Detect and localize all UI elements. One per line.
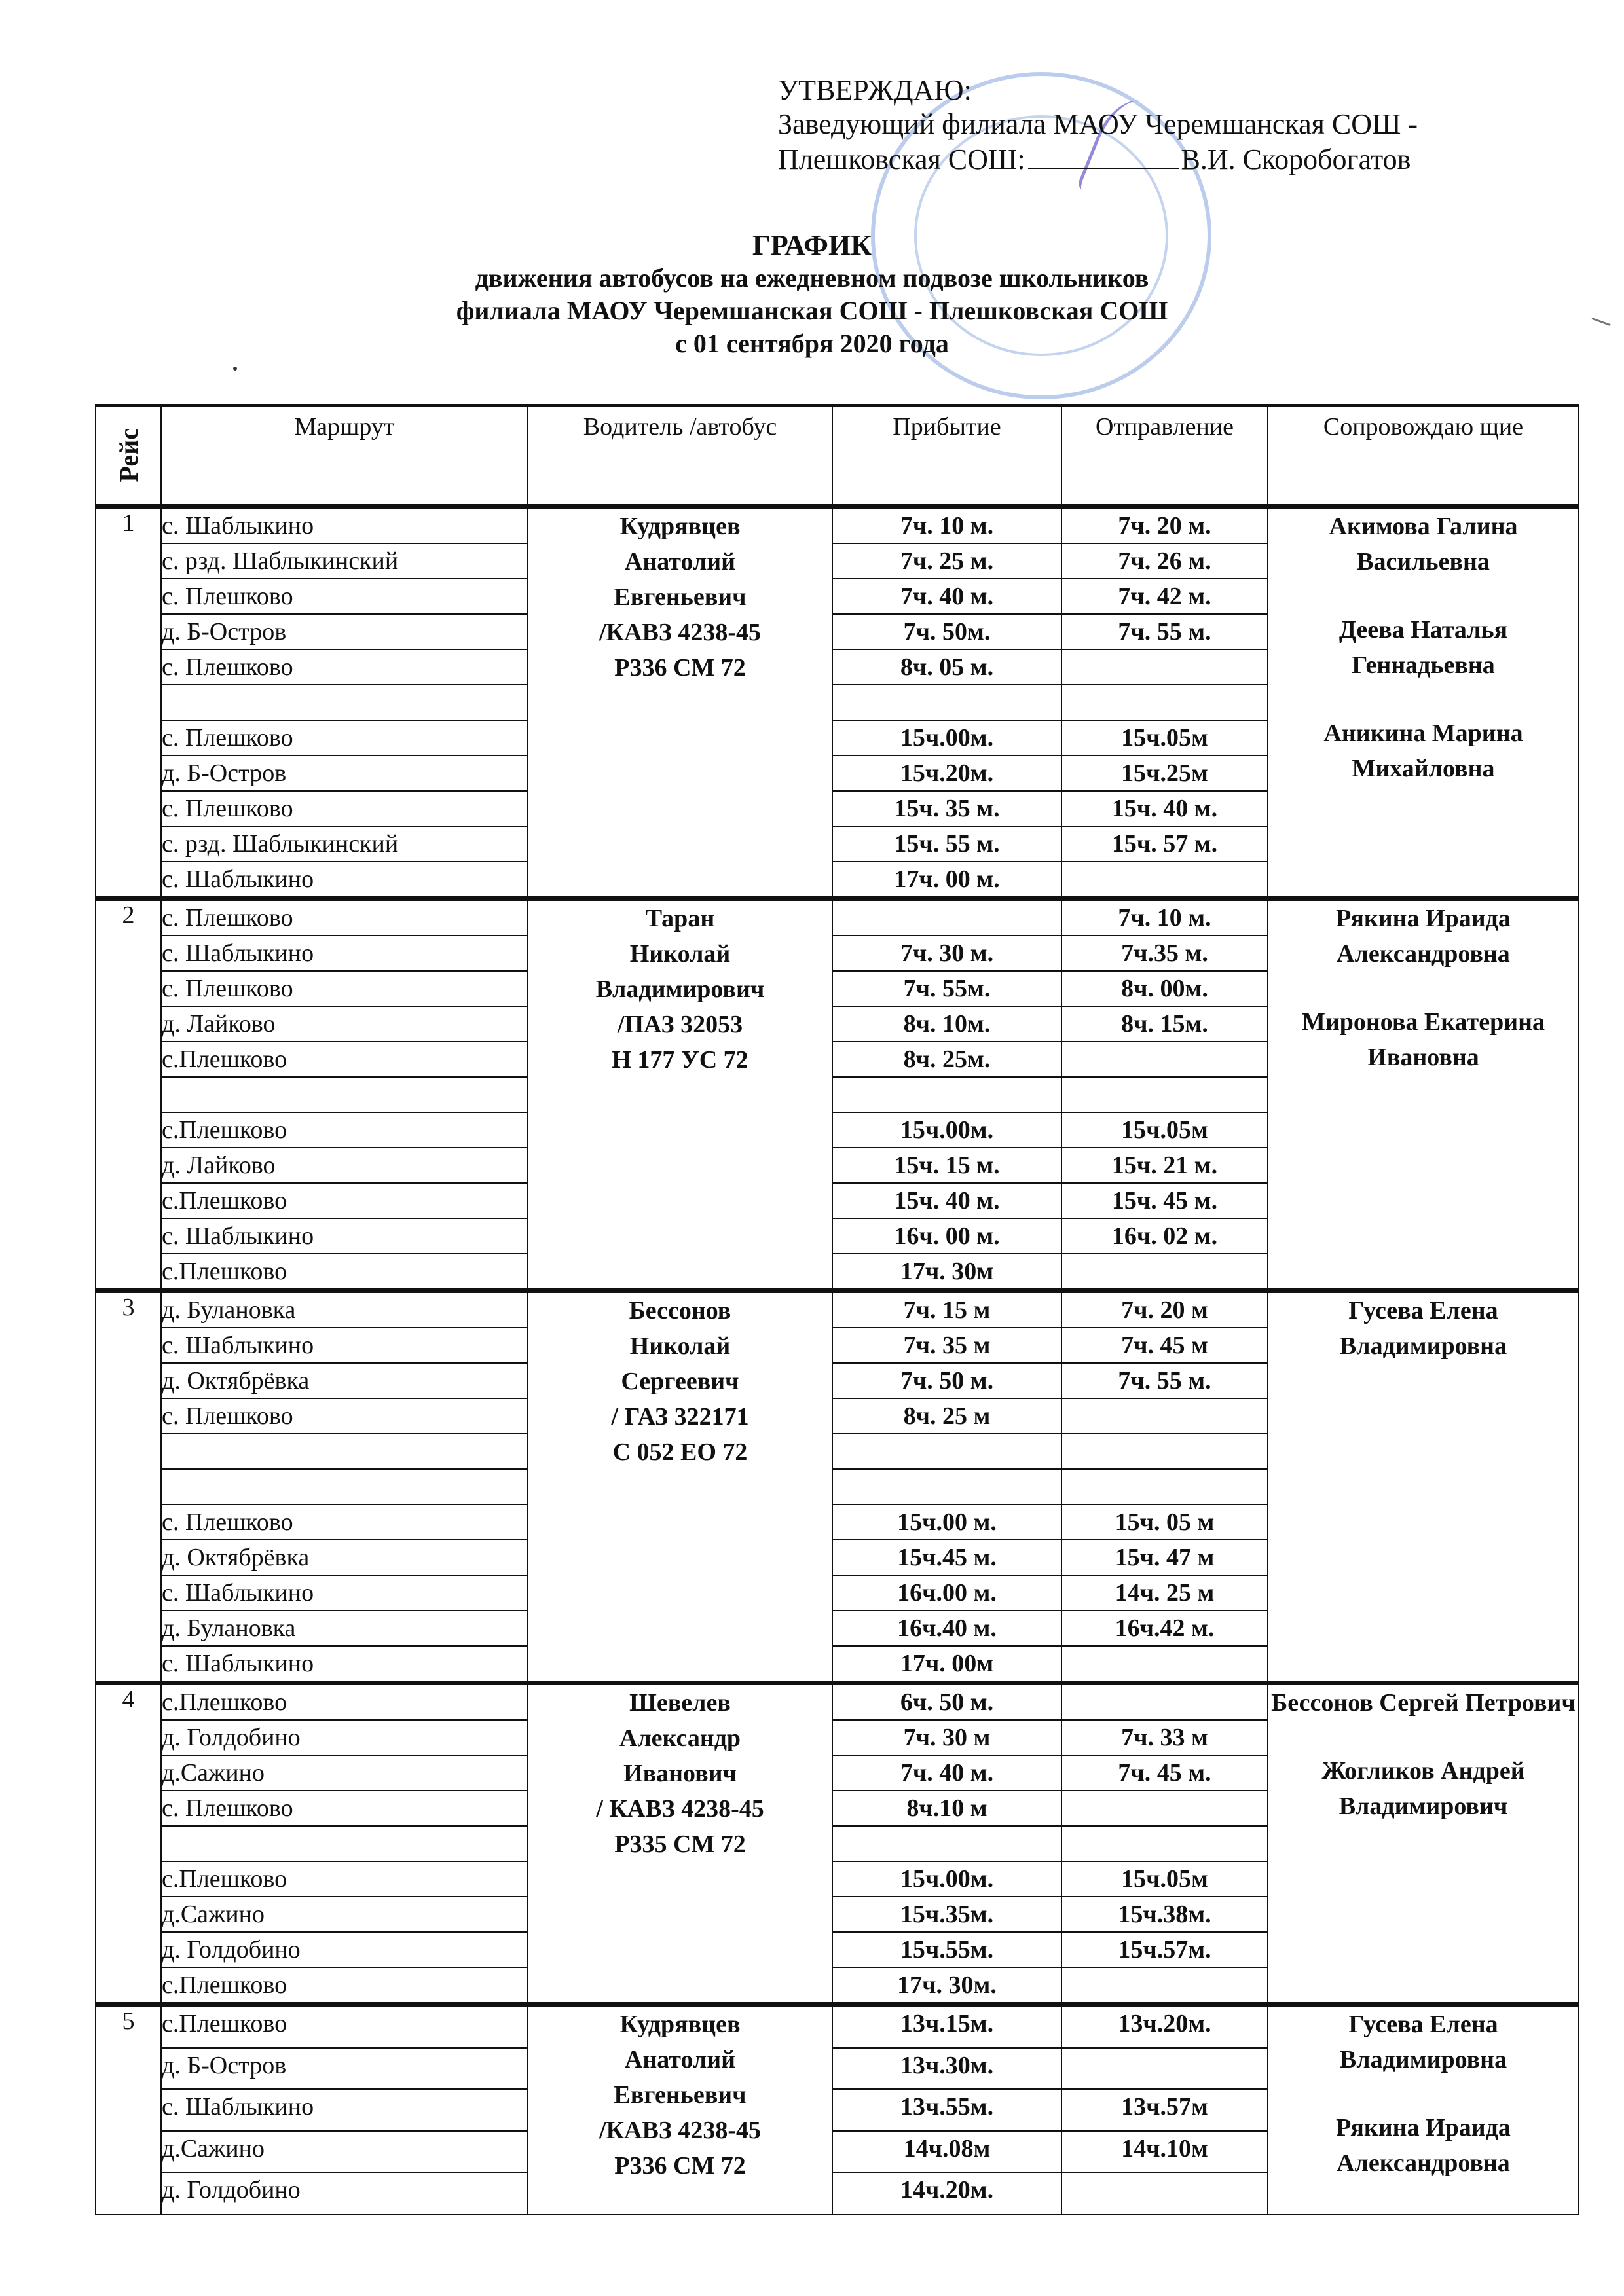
arrival-time: 13ч.30м. [832,2048,1061,2090]
departure-time: 15ч.05м [1061,1861,1268,1897]
route-stop: д.Сажино [161,1897,528,1932]
table-row [96,2005,1579,2048]
arrival-time: 6ч. 50 м. [832,1683,1061,1721]
table-row [96,899,1579,936]
arrival-time: 7ч. 50 м. [832,1363,1061,1398]
arrival-time: 7ч. 25 м. [832,543,1061,579]
route-stop: с. Плешково [161,791,528,826]
route-stop: д. Б-Остров [161,614,528,649]
route-stop: с. Шаблыкино [161,936,528,971]
title-subtitle-1: движения автобусов на ежедневном подвозе школьников [475,263,1149,293]
route-stop: с. рзд. Шаблыкинский [161,543,528,579]
departure-time [1061,2172,1268,2214]
departure-time: 7ч. 55 м. [1061,614,1268,649]
arrival-time: 15ч. 35 м. [832,791,1061,826]
driver-bus-cell [528,507,832,899]
title-subtitle-2: филиала МАОУ Черемшанская СОШ - Плешковская СОШ [456,296,1168,325]
arrival-time: 17ч. 00 м. [832,862,1061,899]
table-row [96,1683,1579,1721]
driver-bus-cell [528,1291,832,1683]
departure-time: 7ч. 10 м. [1061,899,1268,936]
arrival-time: 15ч.55м. [832,1932,1061,1967]
signature-blank [1028,141,1179,169]
escorts-cell [1268,1291,1579,1683]
approval-block [778,73,1418,177]
departure-time [1061,1967,1268,2005]
driver-line: Анатолий [624,2046,736,2073]
departure-time: 15ч.38м. [1061,1897,1268,1932]
driver-bus-cell [528,2005,832,2215]
driver-line: Р335 СМ 72 [614,1831,746,1858]
driver-line: Александр [619,1724,741,1752]
driver-line: Шевелев [629,1689,731,1717]
arrival-time: 15ч.35м. [832,1897,1061,1932]
route-stop: с. Шаблыкино [161,1218,528,1254]
departure-time: 8ч. 15м. [1061,1006,1268,1042]
arrival-time: 15ч.45 м. [832,1540,1061,1575]
route-stop: с. Шаблыкино [161,1646,528,1683]
route-stop: с. Плешково [161,899,528,936]
driver-line: /КАВЗ 4238-45 [599,619,762,646]
departure-time [1061,685,1268,720]
escorts-cell [1268,2005,1579,2215]
escort-name: Бессонов Сергей Петрович [1271,1689,1576,1717]
route-stop: с.Плешково [161,1254,528,1291]
departure-time: 13ч.20м. [1061,2005,1268,2048]
arrival-time [832,685,1061,720]
departure-time: 15ч.25м [1061,756,1268,791]
driver-line: Николай [629,1332,731,1360]
arrival-time: 15ч.00м. [832,1112,1061,1148]
route-stop: д. Октябрёвка [161,1363,528,1398]
arrival-time: 16ч. 00 м. [832,1218,1061,1254]
route-stop: с. Плешково [161,720,528,756]
trip-number: 2 [96,899,161,1291]
route-stop: д. Голдобино [161,1932,528,1967]
driver-line: Владимирович [595,975,765,1003]
escort-name: Рякина Ираида Александровна [1336,2114,1511,2177]
route-stop: д.Сажино [161,1755,528,1791]
arrival-time: 8ч. 05 м. [832,649,1061,685]
driver-line: С 052 ЕО 72 [612,1438,748,1466]
arrival-time: 14ч.08м [832,2131,1061,2173]
departure-time [1061,1683,1268,1721]
driver-line: Николай [629,940,731,968]
driver-line: /ПАЗ 32053 [617,1011,743,1038]
departure-time: 15ч. 45 м. [1061,1183,1268,1218]
driver-line: / ГАЗ 322171 [611,1403,749,1430]
route-stop: с.Плешково [161,1967,528,2005]
table-header-row [96,406,1579,507]
route-stop: с. Плешково [161,1504,528,1540]
header-trip [96,406,161,507]
arrival-time: 13ч.15м. [832,2005,1061,2048]
driver-line: Сергеевич [621,1368,739,1395]
title-main: ГРАФИК [752,229,872,261]
departure-time: 16ч. 02 м. [1061,1218,1268,1254]
arrival-time: 7ч. 15 м [832,1291,1061,1328]
header-driver: Водитель /автобус [528,406,832,507]
driver-line: Кудрявцев [619,2011,741,2038]
route-stop: с. Плешково [161,579,528,614]
arrival-time: 8ч. 25м. [832,1042,1061,1077]
route-stop: с. Шаблыкино [161,1575,528,1611]
approval-signatory: В.И. Скоробогатов [1181,143,1411,175]
departure-time: 7ч. 55 м. [1061,1363,1268,1398]
route-stop: с.Плешково [161,1042,528,1077]
departure-time [1061,1434,1268,1469]
driver-line: Евгеньевич [614,2081,747,2109]
approval-school: Плешковская СОШ: [778,143,1025,175]
driver-line: Н 177 УС 72 [612,1046,748,1074]
route-stop: д. Булановка [161,1291,528,1328]
header-departure: Отправление [1061,406,1268,507]
route-stop: с. Шаблыкино [161,862,528,899]
escort-name: Гусева Елена Владимировна [1339,1297,1507,1360]
arrival-time: 15ч. 40 м. [832,1183,1061,1218]
approval-heading: УТВЕРЖДАЮ: [778,74,972,106]
departure-time [1061,1077,1268,1112]
escort-name: Акимова Галина Васильевна [1329,513,1518,575]
departure-time: 14ч.10м [1061,2131,1268,2173]
route-stop: с. Шаблыкино [161,2089,528,2131]
departure-time: 13ч.57м [1061,2089,1268,2131]
driver-line: Анатолий [624,548,736,575]
route-stop: д. Голдобино [161,1720,528,1755]
departure-time: 7ч. 20 м. [1061,507,1268,544]
departure-time: 7ч. 20 м [1061,1291,1268,1328]
route-stop: с.Плешково [161,1112,528,1148]
departure-time: 7ч. 42 м. [1061,579,1268,614]
route-stop: с. Плешково [161,649,528,685]
arrival-time: 17ч. 00м [832,1646,1061,1683]
arrival-time [832,899,1061,936]
route-stop: с. рзд. Шаблыкинский [161,826,528,862]
arrival-time: 7ч. 40 м. [832,579,1061,614]
arrival-time: 7ч. 55м. [832,971,1061,1006]
route-stop [161,1077,528,1112]
route-stop: с.Плешково [161,1861,528,1897]
departure-time [1061,1398,1268,1434]
trip-number: 1 [96,507,161,899]
driver-line: / КАВЗ 4238-45 [596,1795,764,1823]
arrival-time: 15ч.20м. [832,756,1061,791]
driver-line: Р336 СМ 72 [614,2152,746,2179]
header-arrival: Прибытие [832,406,1061,507]
arrival-time: 15ч. 15 м. [832,1148,1061,1183]
route-stop: д. Булановка [161,1611,528,1646]
departure-time [1061,1469,1268,1504]
departure-time: 14ч. 25 м [1061,1575,1268,1611]
driver-bus-cell [528,899,832,1291]
departure-time: 15ч.57м. [1061,1932,1268,1967]
departure-time [1061,649,1268,685]
driver-line: Иванович [623,1760,737,1787]
departure-time [1061,1254,1268,1291]
arrival-time [832,1469,1061,1504]
departure-time: 7ч. 45 м. [1061,1755,1268,1791]
header-route: Маршрут [161,406,528,507]
departure-time [1061,1791,1268,1826]
trip-number: 5 [96,2005,161,2215]
route-stop: с.Плешково [161,1683,528,1721]
route-stop: д. Б-Остров [161,756,528,791]
departure-time: 15ч.05м [1061,1112,1268,1148]
approval-signature-line [778,141,1418,177]
arrival-time: 14ч.20м. [832,2172,1061,2214]
header-trip-label: Рейс [113,428,143,483]
table-row [96,507,1579,544]
escort-name: Миронова Екатерина Ивановна [1301,1008,1545,1071]
route-stop: с. Шаблыкино [161,1328,528,1363]
bus-schedule-table [95,404,1579,2215]
escorts-cell [1268,507,1579,899]
driver-line: /КАВЗ 4238-45 [599,2117,762,2144]
departure-time: 15ч. 57 м. [1061,826,1268,862]
arrival-time: 7ч. 40 м. [832,1755,1061,1791]
departure-time: 15ч. 05 м [1061,1504,1268,1540]
escorts-cell [1268,1683,1579,2005]
trip-number: 4 [96,1683,161,2005]
departure-time: 7ч.35 м. [1061,936,1268,971]
departure-time: 7ч. 26 м. [1061,543,1268,579]
route-stop: д. Лайково [161,1006,528,1042]
escorts-cell [1268,899,1579,1291]
arrival-time: 8ч.10 м [832,1791,1061,1826]
arrival-time: 15ч.00м. [832,1861,1061,1897]
arrival-time [832,1434,1061,1469]
departure-time: 8ч. 00м. [1061,971,1268,1006]
arrival-time: 7ч. 30 м. [832,936,1061,971]
escort-name: Гусева Елена Владимировна [1339,2011,1507,2073]
arrival-time: 15ч.00м. [832,720,1061,756]
departure-time: 15ч. 21 м. [1061,1148,1268,1183]
route-stop: с.Плешково [161,2005,528,2048]
departure-time: 16ч.42 м. [1061,1611,1268,1646]
approval-position: Заведующий филиала МАОУ Черемшанская СОШ - [778,108,1418,140]
header-escorts: Сопровождаю щие [1268,406,1579,507]
arrival-time: 7ч. 50м. [832,614,1061,649]
driver-line: Бессонов [629,1297,731,1324]
route-stop [161,685,528,720]
driver-line: Евгеньевич [614,583,747,611]
escort-name: Жогликов Андрей Владимирович [1321,1757,1525,1820]
arrival-time: 16ч.00 м. [832,1575,1061,1611]
arrival-time: 15ч.00 м. [832,1504,1061,1540]
departure-time: 7ч. 45 м [1061,1328,1268,1363]
departure-time [1061,2048,1268,2090]
driver-line: Кудрявцев [619,513,741,540]
route-stop: с. Плешково [161,1398,528,1434]
escort-name: Деева Наталья Геннадьевна [1338,616,1508,679]
route-stop: с. Плешково [161,1791,528,1826]
escort-name: Аникина Марина Михайловна [1323,720,1523,782]
arrival-time: 16ч.40 м. [832,1611,1061,1646]
arrival-time: 7ч. 35 м [832,1328,1061,1363]
driver-bus-cell [528,1683,832,2005]
arrival-time: 8ч. 10м. [832,1006,1061,1042]
trip-number: 3 [96,1291,161,1683]
route-stop: с. Шаблыкино [161,507,528,544]
scan-speck [233,367,237,371]
departure-time: 7ч. 33 м [1061,1720,1268,1755]
route-stop: с.Плешково [161,1183,528,1218]
departure-time: 15ч.05м [1061,720,1268,756]
route-stop: д.Сажино [161,2131,528,2173]
route-stop [161,1826,528,1861]
document-title [0,229,1624,360]
driver-line: Р336 СМ 72 [614,654,746,682]
arrival-time: 17ч. 30м [832,1254,1061,1291]
departure-time [1061,1646,1268,1683]
route-stop: с. Плешково [161,971,528,1006]
arrival-time: 7ч. 10 м. [832,507,1061,544]
route-stop [161,1469,528,1504]
route-stop: д. Б-Остров [161,2048,528,2090]
route-stop: д. Голдобино [161,2172,528,2214]
departure-time [1061,1042,1268,1077]
route-stop [161,1434,528,1469]
arrival-time: 13ч.55м. [832,2089,1061,2131]
departure-time [1061,1826,1268,1861]
arrival-time [832,1826,1061,1861]
driver-line: Таран [645,905,715,932]
escort-name: Рякина Ираида Александровна [1336,905,1511,968]
arrival-time: 17ч. 30м. [832,1967,1061,2005]
arrival-time: 7ч. 30 м [832,1720,1061,1755]
route-stop: д. Лайково [161,1148,528,1183]
route-stop: д. Октябрёвка [161,1540,528,1575]
departure-time: 15ч. 47 м [1061,1540,1268,1575]
arrival-time [832,1077,1061,1112]
arrival-time: 8ч. 25 м [832,1398,1061,1434]
table-row [96,1291,1579,1328]
arrival-time: 15ч. 55 м. [832,826,1061,862]
title-date: с 01 сентября 2020 года [675,329,949,358]
departure-time [1061,862,1268,899]
departure-time: 15ч. 40 м. [1061,791,1268,826]
